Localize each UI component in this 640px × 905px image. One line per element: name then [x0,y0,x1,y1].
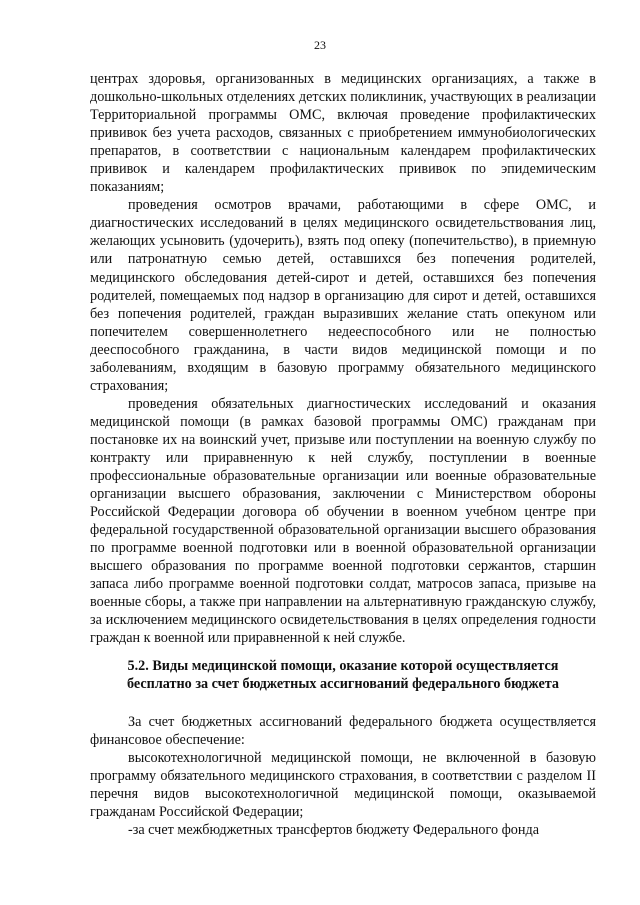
page-number: 23 [314,38,326,52]
paragraph-military-registration-examinations: проведения обязательных диагностических исследований и оказания медицинской помощи (в рамках базовой программы ОМС) гражданам при постановке их на воинский учет, призыве или поступлении на военную службу по контракту или приравненную к ней службу, поступлении в военные профессиональные образовательные организации или военные образовательные организации высшего образования, заключении с Министерством обороны Российской Федерации договора об обучении в военном учебном центре при федеральной государственной образовательной организации высшего образования по программе военной подготовки или в военной образовательной организации высшего образования по программе военной подготовки сержантов, старшин запаса либо программе военной подготовки солдат, матросов запаса, призыве на военные сборы, а также при направлении на альтернативную гражданскую службу, за исключением медицинского освидетельствования в целях определения годности граждан к военной или приравненной к ней службе. [90,395,596,647]
paragraph-high-tech-care: высокотехнологичной медицинской помощи, не включенной в базовую программу обязательного медицинского страхования, в соответствии с разделом II перечня видов высокотехнологичной медицинской помощи, оказываемой гражданам Российской Федерации; [90,749,596,820]
spacer [90,648,596,657]
paragraph-federal-budget-intro: За счет бюджетных ассигнований федерального бюджета осуществляется финансовое обеспечение: [90,713,596,748]
paragraph-interbudget-transfers: -за счет межбюджетных трансфертов бюджету Федерального фонда [128,821,539,838]
section-heading: 5.2. Виды медицинской помощи, оказание которой осуществляется бесплатно за счет бюджетных ассигнований федерального бюджета [127,657,559,692]
paragraph-health-centers-continuation: центрах здоровья, организованных в медицинских организациях, а также в дошкольно-школьных отделениях детских поликлиник, участвующих в реализации Территориальной программы ОМС, включая проведение профилактических прививок без учета расходов, связанных с приобретением иммунобиологических препаратов, в соответствии с национальным календарем профилактических прививок и календарем профилактических прививок по эпидемическим показаниям; [90,71,596,196]
paragraph-adoption-examinations: проведения осмотров врачами, работающими в сфере ОМС, и диагностических исследований в целях медицинского освидетельствования лиц, желающих усыновить (удочерить), взять под опеку (попечительство), в приемную или патронатную семью детей, оставшихся без попечения родителей, медицинского обследования детей-сирот и детей, оставшихся без попечения родителей, помещаемых под надзор в организацию для сирот и детей, оставшихся без попечения родителей, граждан выразивших желание стать опекуном или попечителем совершеннолетнего недееспособного или не полностью дееспособного гражданина, в части видов медицинской помощи и по заболеваниям, входящим в базовую программу обязательного медицинского страхования; [90,197,596,394]
document-body [90,70,596,839]
spacer [90,693,596,713]
